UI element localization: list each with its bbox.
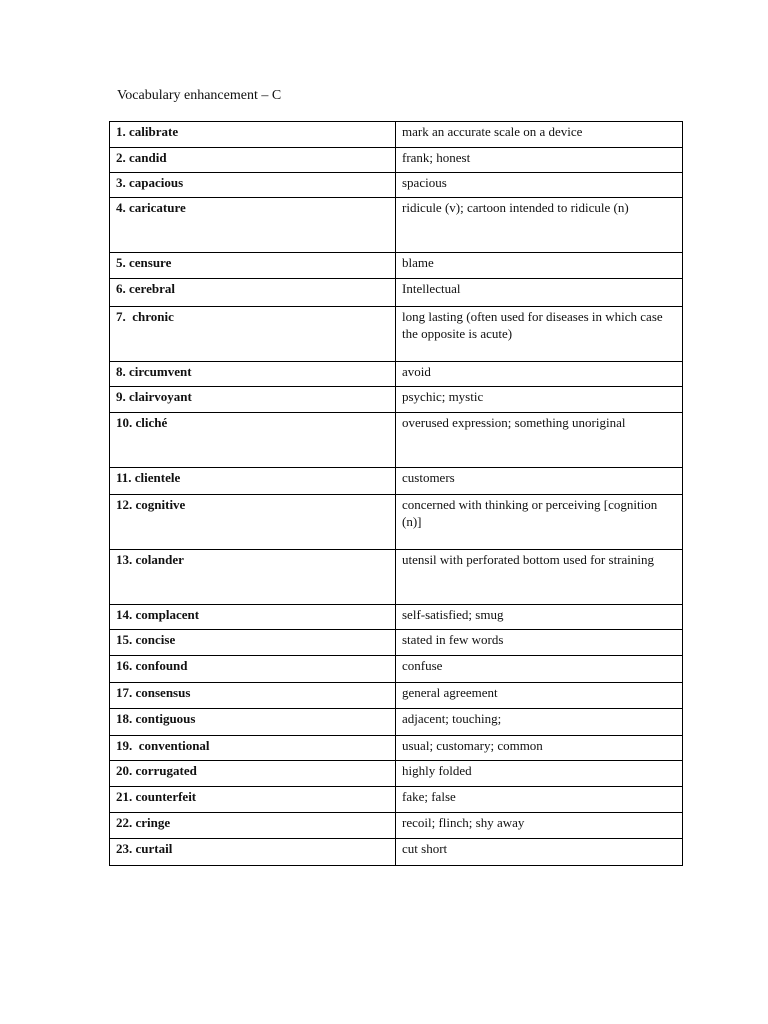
definition-cell: frank; honest <box>396 148 683 173</box>
definition-cell: blame <box>396 253 683 279</box>
table-row <box>110 605 683 630</box>
definition-cell: usual; customary; common <box>396 736 683 761</box>
definition-cell: cut short <box>396 839 683 866</box>
term-cell: 6. cerebral <box>110 279 396 307</box>
table-row <box>110 495 683 550</box>
table-row <box>110 413 683 468</box>
vocabulary-table <box>109 121 683 866</box>
table-row <box>110 279 683 307</box>
table-row <box>110 656 683 683</box>
page-title: Vocabulary enhancement – C <box>117 88 282 103</box>
definition-cell: utensil with perforated bottom used for straining <box>396 550 683 605</box>
table-row <box>110 839 683 866</box>
term-cell: 13. colander <box>110 550 396 605</box>
table-row <box>110 148 683 173</box>
table-row <box>110 362 683 387</box>
term-cell: 20. corrugated <box>110 761 396 787</box>
term-cell: 17. consensus <box>110 683 396 709</box>
term-cell: 14. complacent <box>110 605 396 630</box>
definition-cell: recoil; flinch; shy away <box>396 813 683 839</box>
term-cell: 23. curtail <box>110 839 396 866</box>
definition-cell: overused expression; something unoriginal <box>396 413 683 468</box>
definition-cell: avoid <box>396 362 683 387</box>
term-cell: 2. candid <box>110 148 396 173</box>
table-row <box>110 813 683 839</box>
table-row <box>110 307 683 362</box>
definition-cell: customers <box>396 468 683 495</box>
definition-cell: spacious <box>396 173 683 198</box>
table-row <box>110 683 683 709</box>
term-cell: 1. calibrate <box>110 122 396 148</box>
table-row <box>110 387 683 413</box>
definition-cell: ridicule (v); cartoon intended to ridicule (n) <box>396 198 683 253</box>
term-cell: 15. concise <box>110 630 396 656</box>
term-cell: 22. cringe <box>110 813 396 839</box>
term-cell: 4. caricature <box>110 198 396 253</box>
definition-cell: stated in few words <box>396 630 683 656</box>
table-row <box>110 253 683 279</box>
definition-cell: Intellectual <box>396 279 683 307</box>
definition-cell: mark an accurate scale on a device <box>396 122 683 148</box>
term-cell: 12. cognitive <box>110 495 396 550</box>
term-cell: 3. capacious <box>110 173 396 198</box>
term-cell: 7. chronic <box>110 307 396 362</box>
term-cell: 19. conventional <box>110 736 396 761</box>
table-row <box>110 173 683 198</box>
term-cell: 10. cliché <box>110 413 396 468</box>
table-row <box>110 761 683 787</box>
definition-cell: fake; false <box>396 787 683 813</box>
table-row <box>110 709 683 736</box>
definition-cell: highly folded <box>396 761 683 787</box>
definition-cell: confuse <box>396 656 683 683</box>
definition-cell: long lasting (often used for diseases in which case the opposite is acute) <box>396 307 683 362</box>
term-cell: 5. censure <box>110 253 396 279</box>
definition-cell: self-satisfied; smug <box>396 605 683 630</box>
definition-cell: concerned with thinking or perceiving [cognition (n)] <box>396 495 683 550</box>
table-row <box>110 198 683 253</box>
definition-cell: adjacent; touching; <box>396 709 683 736</box>
table-row <box>110 550 683 605</box>
table-row <box>110 787 683 813</box>
table-row <box>110 468 683 495</box>
definition-cell: psychic; mystic <box>396 387 683 413</box>
term-cell: 9. clairvoyant <box>110 387 396 413</box>
term-cell: 8. circumvent <box>110 362 396 387</box>
table-row <box>110 122 683 148</box>
term-cell: 18. contiguous <box>110 709 396 736</box>
table-row <box>110 630 683 656</box>
term-cell: 21. counterfeit <box>110 787 396 813</box>
term-cell: 16. confound <box>110 656 396 683</box>
definition-cell: general agreement <box>396 683 683 709</box>
table-row <box>110 736 683 761</box>
term-cell: 11. clientele <box>110 468 396 495</box>
